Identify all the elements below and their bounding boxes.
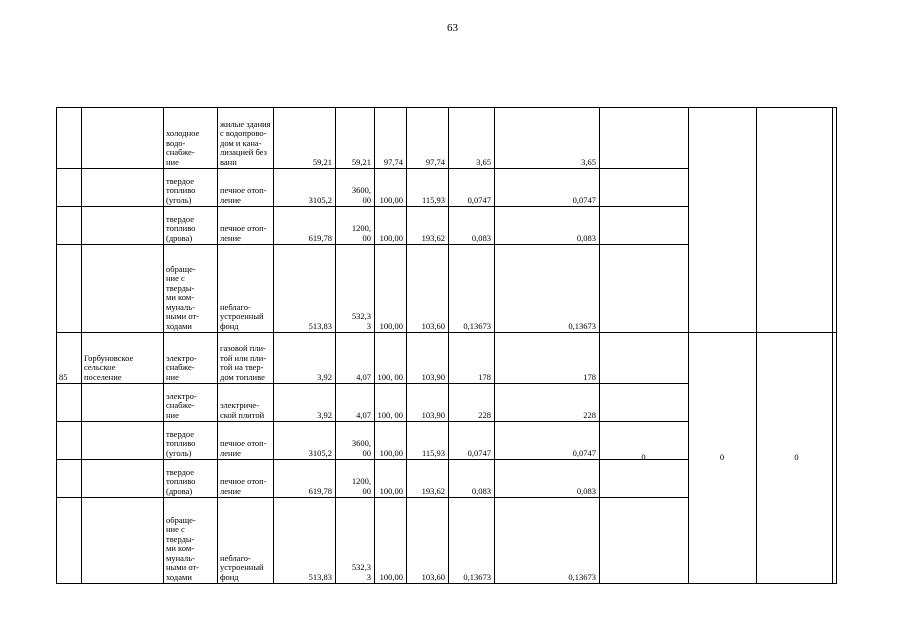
value-2: 1200, 00: [351, 476, 371, 496]
tariff-2: 178: [583, 371, 596, 382]
table-border-right: [836, 107, 837, 584]
tariff-1: 0,13673: [463, 320, 491, 331]
tariff-1: 0,0747: [467, 194, 491, 205]
column-separator: [273, 107, 274, 584]
row-separator: [56, 244, 688, 245]
tariff-2: 0,0747: [572, 194, 596, 205]
percent-1: 100,00: [379, 571, 403, 582]
value-2: 3600, 00: [351, 438, 371, 458]
row-separator: [56, 383, 688, 384]
tariff-2: 0,13673: [568, 571, 596, 582]
value-1: 513,83: [308, 320, 332, 331]
value-2: 532,3 3: [351, 311, 371, 331]
column-separator: [335, 107, 336, 584]
column-separator: [494, 107, 495, 584]
percent-1: 100, 00: [377, 409, 403, 420]
value-2: 4,07: [356, 409, 371, 420]
percent-1: 100,00: [379, 320, 403, 331]
row-separator: [56, 332, 688, 333]
service-type: электро- снабже- ние: [166, 390, 197, 420]
value-1: 3,92: [317, 371, 332, 382]
tariff-2: 0,0747: [572, 447, 596, 458]
tariff-2: 0,083: [576, 232, 596, 243]
tariff-2: 0,13673: [568, 320, 596, 331]
object-type: неблаго- устроенный фонд: [220, 301, 264, 331]
merged-value: 0: [794, 451, 799, 462]
object-type: печное отоп- ление: [220, 476, 267, 496]
column-separator: [448, 107, 449, 584]
object-type: неблаго- устроенный фонд: [220, 552, 264, 582]
tariff-2: 0,083: [576, 485, 596, 496]
merged-value: 0: [719, 451, 725, 462]
tariff-2: 3,65: [581, 156, 596, 167]
column-separator: [832, 107, 833, 584]
column-separator: [406, 107, 407, 584]
percent-2: 115,93: [421, 447, 445, 458]
table-border-bottom: [56, 583, 837, 584]
row-separator: [56, 206, 688, 207]
percent-1: 100,00: [379, 485, 403, 496]
column-separator: [163, 107, 164, 584]
column-separator: [374, 107, 375, 584]
percent-2: 103,90: [421, 409, 445, 420]
row-number: 85: [59, 371, 68, 382]
service-type: твердое топливо (дрова): [166, 466, 196, 496]
percent-2: 193,62: [421, 232, 445, 243]
value-1: 3105,2: [308, 194, 332, 205]
percent-1: 100, 00: [377, 371, 403, 382]
service-type: твердое топливо (дрова): [166, 213, 196, 243]
percent-2: 103,90: [421, 371, 445, 382]
percent-1: 100,00: [379, 447, 403, 458]
object-type: печное отоп- ление: [220, 223, 267, 243]
percent-2: 193,62: [421, 485, 445, 496]
value-1: 619,78: [308, 485, 332, 496]
percent-2: 103,60: [421, 320, 445, 331]
row-separator: [56, 421, 688, 422]
column-separator: [756, 107, 757, 584]
tariff-1: 0,0747: [467, 447, 491, 458]
percent-2: 97,74: [425, 156, 445, 167]
object-type: газовой пли- той или пли- той на твер- дом топливе: [220, 343, 267, 382]
row-separator: [56, 459, 688, 460]
value-2: 59,21: [351, 156, 371, 167]
value-2: 1200, 00: [351, 223, 371, 243]
tariff-2: 228: [583, 409, 596, 420]
object-type: печное отоп- ление: [220, 185, 267, 205]
tariff-1: 178: [478, 371, 491, 382]
value-1: 3,92: [317, 409, 332, 420]
tariff-1: 0,13673: [463, 571, 491, 582]
value-1: 513,83: [308, 571, 332, 582]
value-1: 3105,2: [308, 447, 332, 458]
value-2: 4,07: [356, 371, 371, 382]
column-separator: [81, 107, 82, 584]
service-type: электро- снабже- ние: [166, 352, 197, 382]
tariff-1: 3,65: [476, 156, 491, 167]
service-type: твердое топливо (уголь): [166, 175, 196, 205]
percent-2: 115,93: [421, 194, 445, 205]
service-type: обраще- ние с тверды- ми ком- муналь- ными от- ходами: [166, 514, 199, 582]
value-1: 619,78: [308, 232, 332, 243]
percent-2: 103,60: [421, 571, 445, 582]
service-type: обраще- ние с тверды- ми ком- муналь- ными от- ходами: [166, 263, 199, 331]
value-2: 3600, 00: [351, 185, 371, 205]
tariff-table: [56, 107, 837, 583]
service-type: холодное водо- снабже- ние: [166, 128, 200, 167]
percent-1: 97,74: [383, 156, 403, 167]
table-border-top: [56, 107, 837, 108]
group-separator: [599, 332, 837, 333]
settlement-name: Горбуновское сельское поселение: [84, 352, 134, 382]
tariff-1: 228: [478, 409, 491, 420]
row-separator: [56, 497, 688, 498]
service-type: твердое топливо (уголь): [166, 428, 196, 458]
percent-1: 100,00: [379, 194, 403, 205]
column-separator: [56, 107, 57, 584]
column-separator: [599, 107, 600, 584]
page-number: 63: [447, 22, 458, 34]
row-separator: [56, 168, 688, 169]
column-separator: [217, 107, 218, 584]
percent-1: 100,00: [379, 232, 403, 243]
value-2: 532,3 3: [351, 562, 371, 582]
object-type: печное отоп- ление: [220, 438, 267, 458]
column-separator: [688, 107, 689, 584]
object-type: жилые здания с водопрово- дом и кана- лизацией без ванн: [220, 118, 271, 167]
merged-value: 0: [641, 451, 646, 462]
object-type: электриче- ской плитой: [220, 400, 265, 420]
value-1: 59,21: [312, 156, 332, 167]
tariff-1: 0,083: [471, 232, 491, 243]
tariff-1: 0,083: [471, 485, 491, 496]
